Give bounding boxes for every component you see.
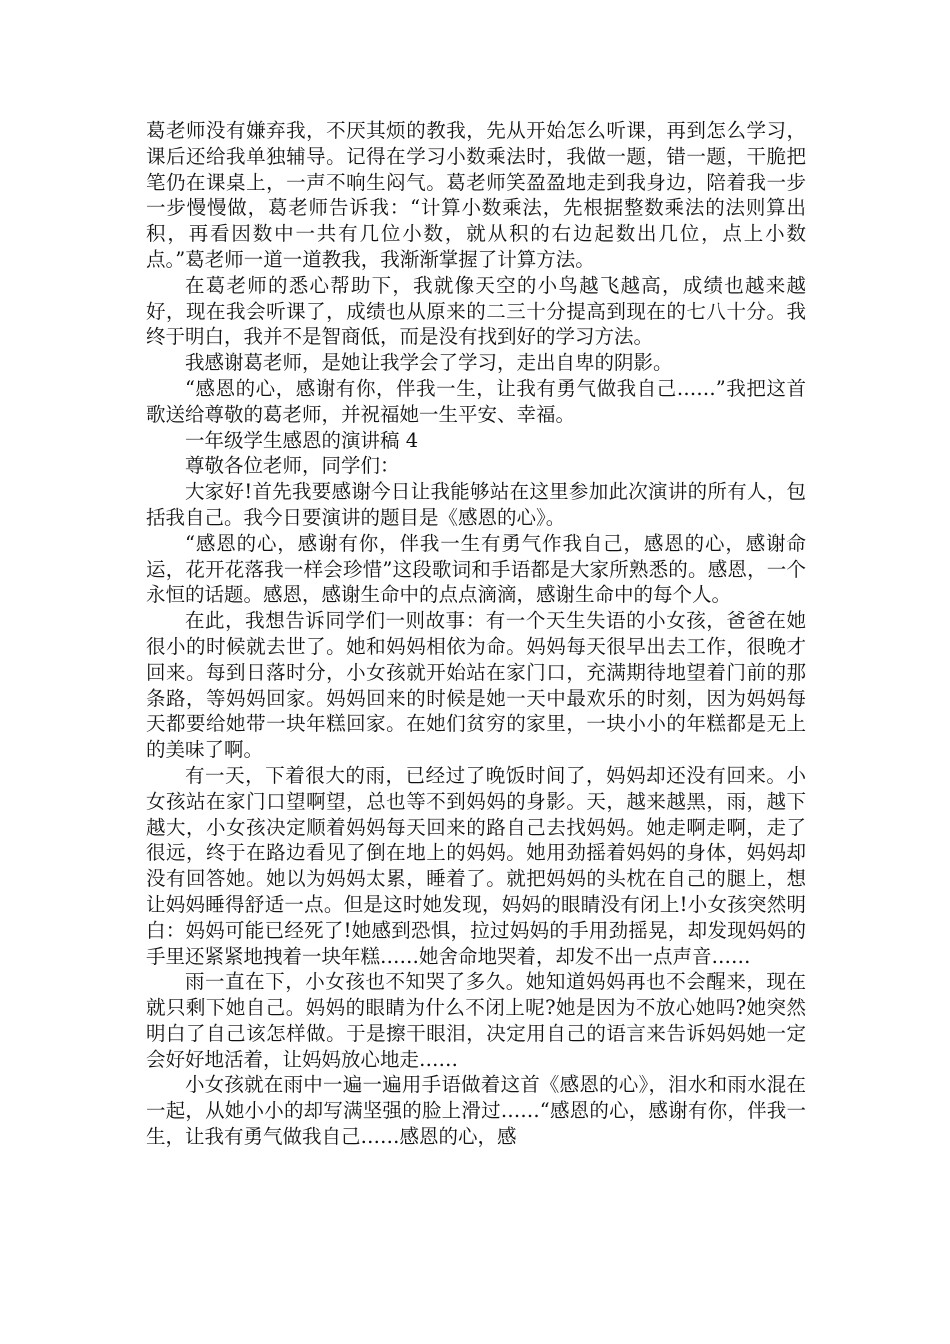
paragraph-2: 在葛老师的悉心帮助下，我就像天空的小鸟越飞越高，成绩也越来越好，现在我会听课了，成绩也从原来的二三十分提高到现在的七八十分。我终于明白，我并不是智商低，而是没有找到好的学习方法。: [146, 273, 806, 349]
paragraph-3: 我感谢葛老师，是她让我学会了学习，走出自卑的阴影。: [185, 351, 673, 375]
document-body: [146, 118, 806, 1150]
paragraph-4: “感恩的心，感谢有你，伴我一生，让我有勇气做我自己……”我把这首歌送给尊敬的葛老师，并祝福她一生平安、幸福。: [146, 376, 806, 426]
paragraph-8: “感恩的心，感谢有你，伴我一生有勇气作我自己，感恩的心，感谢命运，花开花落我一样会珍惜”这段歌词和手语都是大家所熟悉的。感恩，一个永恒的话题。感恩，感谢生命中的点点滴滴，感谢生命中的每个人。: [146, 531, 806, 607]
paragraph-7: 大家好!首先我要感谢今日让我能够站在这里参加此次演讲的所有人，包括我自己。我今日要演讲的题目是《感恩的心》。: [146, 480, 806, 529]
paragraph-11: 雨一直在下，小女孩也不知哭了多久。她知道妈妈再也不会醒来，现在就只剩下她自己。妈妈的眼睛为什么不闭上呢?她是因为不放心她吗?她突然明白了自己该怎样做。于是擦干眼泪，决定用自己的语言来告诉妈妈她一定会好好地活着，让妈妈放心地走……: [146, 970, 806, 1071]
section-heading: 一年级学生感恩的演讲稿 4: [185, 428, 419, 452]
salutation: 尊敬各位老师，同学们：: [185, 454, 400, 478]
paragraph-10: 有一天，下着很大的雨，已经过了晚饭时间了，妈妈却还没有回来。小女孩站在家门口望啊望，总也等不到妈妈的身影。天，越来越黑，雨，越下越大，小女孩决定顺着妈妈每天回来的路自己去找妈妈。她走啊走啊，走了很远，终于在路边看见了倒在地上的妈妈。她用劲摇着妈妈的身体，妈妈却没有回答她。她以为妈妈太累，睡着了。就把妈妈的头枕在自己的腿上，想让妈妈睡得舒适一点。但是这时她发现，妈妈的眼睛没有闭上!小女孩突然明白：妈妈可能已经死了!她感到恐惧，拉过妈妈的手用劲摇晃，却发现妈妈的手里还紧紧地拽着一块年糕……她舍命地哭着，却发不出一点声音……: [146, 763, 806, 968]
paragraph-9: 在此，我想告诉同学们一则故事：有一个天生失语的小女孩，爸爸在她很小的时候就去世了。她和妈妈相依为命。妈妈每天很早出去工作，很晚才回来。每到日落时分，小女孩就开始站在家门口，充满期待地望着门前的那条路，等妈妈回家。妈妈回来的时候是她一天中最欢乐的时刻，因为妈妈每天都要给她带一块年糕回家。在她们贫穷的家里，一块小小的年糕都是无上的美味了啊。: [146, 609, 806, 762]
paragraph-12: 小女孩就在雨中一遍一遍用手语做着这首《感恩的心》，泪水和雨水混在一起，从她小小的却写满坚强的脸上滑过……“感恩的心，感谢有你，伴我一生，让我有勇气做我自己……感恩的心，感: [146, 1073, 806, 1149]
paragraph-1: 葛老师没有嫌弃我，不厌其烦的教我，先从开始怎么听课，再到怎么学习，课后还给我单独辅导。记得在学习小数乘法时，我做一题，错一题，干脆把笔仍在课桌上，一声不响生闷气。葛老师笑盈盈地走到我身边，陪着我一步一步慢慢做，葛老师告诉我：“计算小数乘法，先根据整数乘法的法则算出积，再看因数中一共有几位小数，就从积的右边起数出几位，点上小数点。”葛老师一道一道教我，我渐渐掌握了计算方法。: [146, 119, 806, 271]
